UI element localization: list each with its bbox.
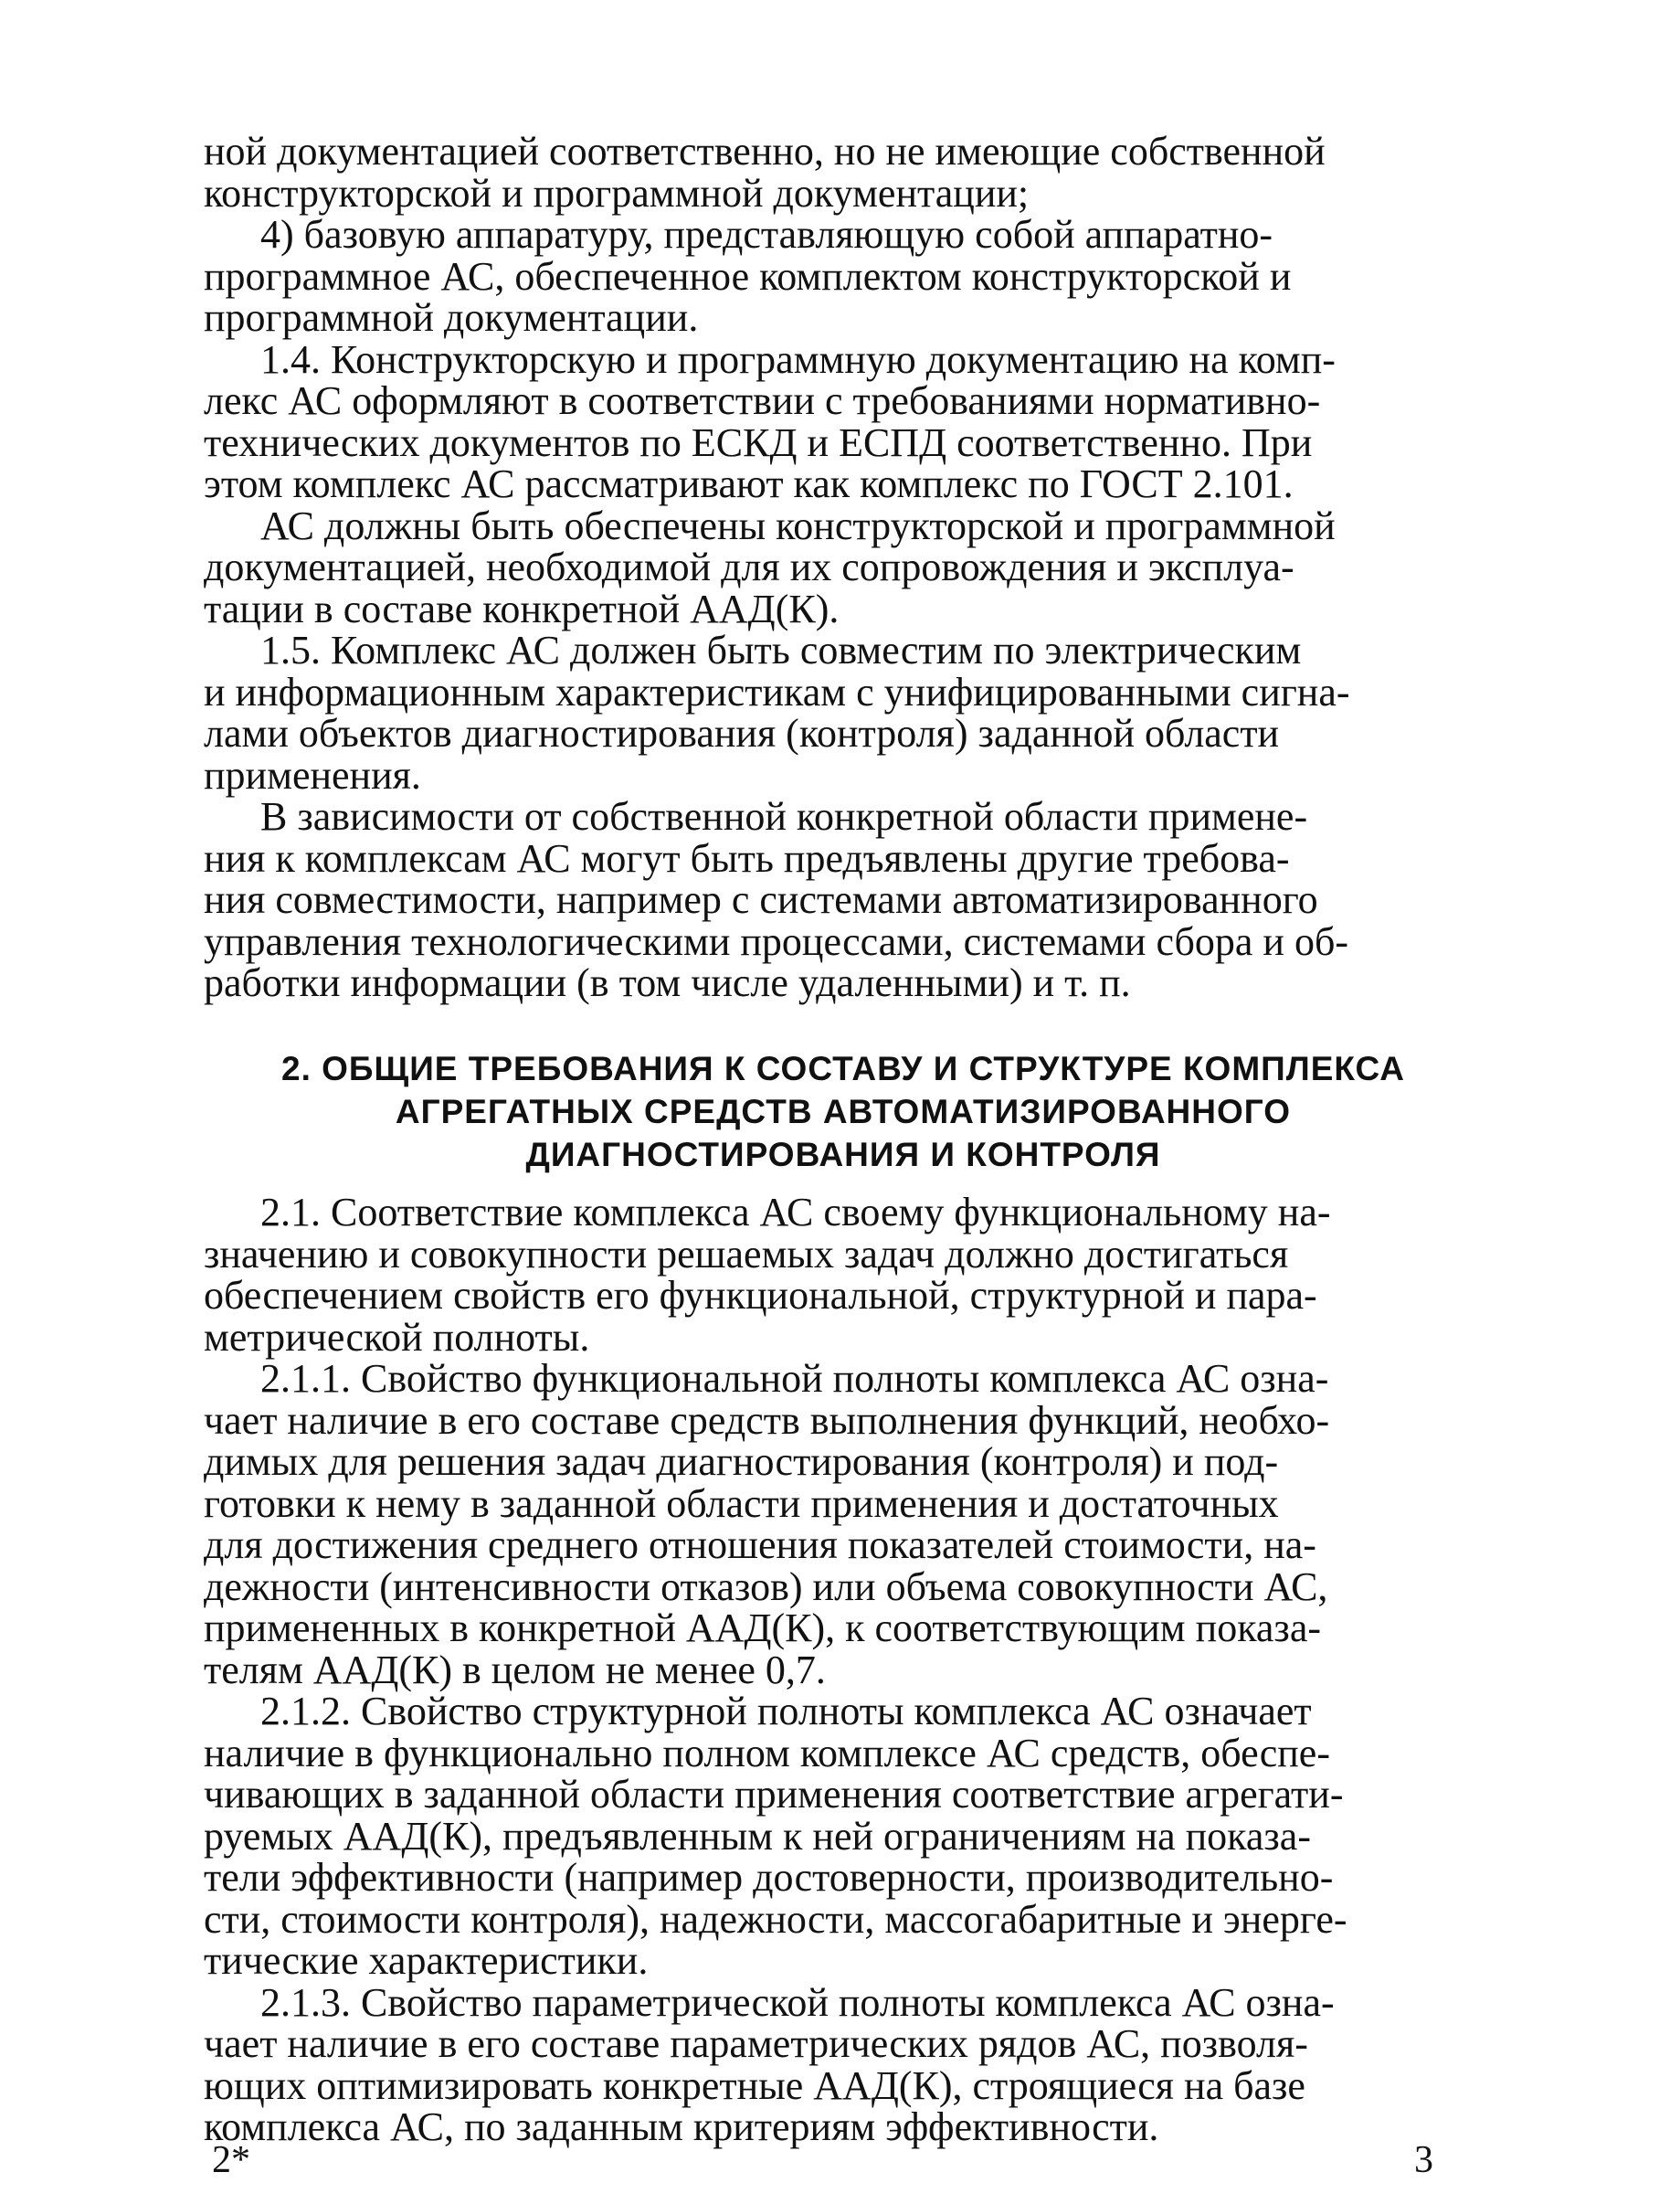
text-line: чает наличие в его составе средств выполнения функций, необхо- bbox=[204, 1397, 1330, 1443]
text-line: примененных в конкретной ААД(К), к соответствующим показа- bbox=[204, 1605, 1321, 1650]
text-line: 2.1.3. Свойство параметрической полноты комплекса АС озна- bbox=[260, 1979, 1335, 2025]
text-line: документацией, необходимой для их сопровождения и эксплуа- bbox=[204, 545, 1294, 589]
text-line: 4) базовую аппаратуру, представляющую собой аппаратно- bbox=[260, 212, 1273, 257]
text-line: руемых ААД(К), предъявленным к ней ограничениям на показа- bbox=[204, 1813, 1311, 1859]
text-line: тации в составе конкретной ААД(К). bbox=[204, 586, 840, 631]
text-line: сти, стоимости контроля), надежности, массогабаритные и энерге- bbox=[204, 1896, 1347, 1942]
text-line: для достижения среднего отношения показателей стоимости, на- bbox=[204, 1522, 1316, 1567]
text-line: комплекса АС, по заданным критериям эффективности. bbox=[204, 2104, 1159, 2149]
text-line: наличие в функционально полном комплексе АС средств, обеспе- bbox=[204, 1730, 1330, 1775]
section-heading bbox=[204, 1047, 1483, 1176]
paragraph-continuation bbox=[204, 131, 1483, 214]
bottom-text-block bbox=[204, 1192, 1483, 2148]
text-line: 2.1. Соответствие комплекса АС своему функциональному на- bbox=[260, 1190, 1331, 1234]
text-line: готовки к нему в заданной области применения и достаточных bbox=[204, 1480, 1279, 1526]
text-line: обеспечением свойств его функциональной, структурной и пара- bbox=[204, 1273, 1317, 1318]
section-heading-line: 2. ОБЩИЕ ТРЕБОВАНИЯ К СОСТАВУ И СТРУКТУРЕ КОМПЛЕКСА bbox=[281, 1050, 1405, 1087]
text-line: метрической полноты. bbox=[204, 1314, 590, 1360]
paragraph-item-4 bbox=[204, 214, 1483, 339]
text-line: конструкторской и программной документации; bbox=[204, 170, 1030, 216]
text-line: применения. bbox=[204, 752, 421, 798]
paragraph-2-1-1 bbox=[204, 1358, 1483, 1690]
paragraph-2-1 bbox=[204, 1192, 1483, 1358]
text-line: дежности (интенсивности отказов) или объема совокупности АС, bbox=[204, 1563, 1328, 1609]
text-line: телям ААД(К) в целом не менее 0,7. bbox=[204, 1647, 826, 1692]
text-line: ной документацией соответственно, но не имеющие собственной bbox=[204, 129, 1326, 174]
text-line: работки информации (в том числе удаленными) и т. п. bbox=[204, 960, 1131, 1005]
text-line: тические характеристики. bbox=[204, 1938, 649, 1983]
top-text-block bbox=[204, 131, 1483, 1004]
text-line: тели эффективности (например достоверности, производительно- bbox=[204, 1855, 1334, 1900]
text-line: 2.1.2. Свойство структурной полноты комплекса АС означает bbox=[260, 1689, 1312, 1733]
text-line: лами объектов диагностирования (контроля) заданной области bbox=[204, 711, 1280, 756]
signature-mark: 2* bbox=[212, 2139, 250, 2181]
text-line: программное АС, обеспеченное комплектом конструкторской и bbox=[204, 253, 1292, 299]
text-line: этом комплекс АС рассматривают как комплекс по ГОСТ 2.101. bbox=[204, 461, 1294, 506]
text-line: 1.5. Комплекс АС должен быть совместим по электрическим bbox=[260, 628, 1302, 673]
paragraph-1-5 bbox=[204, 630, 1483, 796]
text-line: лекс АС оформляют в соответствии с требованиями нормативно- bbox=[204, 378, 1321, 423]
paragraph-compatibility bbox=[204, 796, 1483, 1004]
text-line: программной документации. bbox=[204, 295, 699, 340]
text-line: чивающих в заданной области применения соответствие агрегати- bbox=[204, 1772, 1344, 1817]
paragraph-2-1-3 bbox=[204, 1979, 1483, 2149]
text-line: 1.4. Конструкторскую и программную документацию на комп- bbox=[260, 336, 1336, 382]
text-line: управления технологическими процессами, системами сбора и об- bbox=[204, 918, 1349, 964]
section-heading-line: АГРЕГАТНЫХ СРЕДСТВ АВТОМАТИЗИРОВАННОГО bbox=[395, 1093, 1292, 1130]
text-line: ния к комплексам АС могут быть предъявлены другие требова- bbox=[204, 835, 1290, 881]
paragraph-documentation bbox=[204, 505, 1483, 630]
text-line: ния совместимости, например с системами автоматизированного bbox=[204, 877, 1318, 922]
text-line: димых для решения задач диагностирования (контроля) и под- bbox=[204, 1439, 1279, 1484]
text-line: ющих оптимизировать конкретные ААД(К), строящиеся на базе bbox=[204, 2062, 1305, 2108]
section-heading-line: ДИАГНОСТИРОВАНИЯ И КОНТРОЛЯ bbox=[525, 1136, 1161, 1173]
paragraph-1-4 bbox=[204, 336, 1483, 506]
text-line: значению и совокупности решаемых задач должно достигаться bbox=[204, 1231, 1289, 1277]
text-line: В зависимости от собственной конкретной области примене- bbox=[260, 794, 1308, 839]
page-number: 3 bbox=[1414, 2139, 1433, 2181]
text-line: 2.1.1. Свойство функциональной полноты комплекса АС озна- bbox=[260, 1356, 1329, 1401]
paragraph-2-1-2 bbox=[204, 1690, 1483, 1982]
text-line: и информационным характеристикам с унифицированными сигна- bbox=[204, 669, 1350, 715]
text-line: АС должны быть обеспечены конструкторской и программной bbox=[260, 503, 1336, 548]
text-line: чает наличие в его составе параметрических рядов АС, позволя- bbox=[204, 2021, 1308, 2066]
text-line: технических документов по ЕСКД и ЕСПД соответственно. При bbox=[204, 419, 1313, 465]
